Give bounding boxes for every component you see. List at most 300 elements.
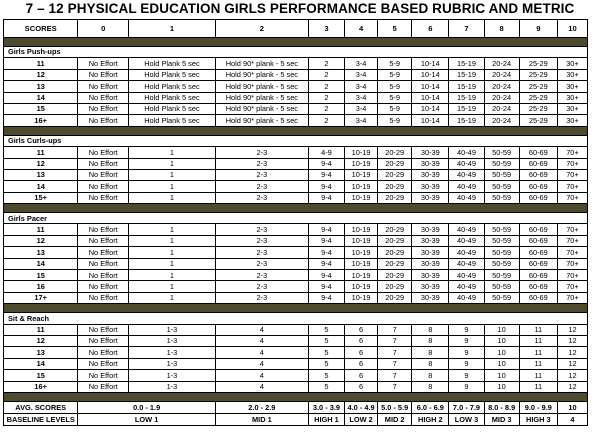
- score-cell: 9: [449, 358, 484, 369]
- score-cell: 1-3: [129, 347, 216, 358]
- score-cell: 60-69: [519, 270, 557, 281]
- score-cell: No Effort: [78, 235, 129, 246]
- score-cell: No Effort: [78, 224, 129, 235]
- section-header-fill: [129, 47, 588, 58]
- score-cell: 8: [412, 324, 449, 335]
- score-cell: 9-4: [308, 224, 344, 235]
- score-cell: 9: [449, 381, 484, 392]
- grade-label: 12: [4, 235, 78, 246]
- score-cell: Hold 90* plank - 5 sec: [215, 58, 308, 69]
- score-cell: 50-59: [484, 235, 519, 246]
- score-cell: 10-19: [345, 192, 378, 203]
- score-cell: 1: [129, 235, 216, 246]
- score-cell: 9-4: [308, 292, 344, 303]
- score-cell: 60-69: [519, 247, 557, 258]
- score-cell: No Effort: [78, 58, 129, 69]
- grade-label: 15+: [4, 192, 78, 203]
- score-cell: No Effort: [78, 192, 129, 203]
- score-cell: Hold 90* plank - 5 sec: [215, 92, 308, 103]
- section-header-fill: [129, 135, 588, 146]
- score-cell: 30+: [557, 115, 587, 126]
- score-cell: 50-59: [484, 247, 519, 258]
- rubric-table: [3, 19, 588, 426]
- score-cell: 20-24: [484, 103, 519, 114]
- grade-label: 13: [4, 81, 78, 92]
- table-row: [4, 92, 588, 103]
- score-cell: 10-14: [412, 81, 449, 92]
- score-cell: 60-69: [519, 158, 557, 169]
- score-cell: 2-3: [215, 270, 308, 281]
- header-cell: 3: [308, 20, 344, 38]
- score-cell: 4: [215, 335, 308, 346]
- score-cell: 10: [484, 347, 519, 358]
- score-cell: 6: [345, 381, 378, 392]
- score-cell: Hold 90* plank - 5 sec: [215, 103, 308, 114]
- score-cell: Hold Plank 5 sec: [129, 69, 216, 80]
- grade-label: 14: [4, 92, 78, 103]
- score-cell: 6: [345, 324, 378, 335]
- separator-bar: [4, 304, 588, 313]
- score-cell: 5: [308, 347, 344, 358]
- grade-label: 12: [4, 158, 78, 169]
- score-cell: 11: [519, 381, 557, 392]
- score-cell: 10-19: [345, 158, 378, 169]
- score-cell: No Effort: [78, 335, 129, 346]
- header-cell: 2: [215, 20, 308, 38]
- score-cell: 2-3: [215, 258, 308, 269]
- score-cell: Hold 90* plank - 5 sec: [215, 69, 308, 80]
- separator-bar: [4, 204, 588, 213]
- score-cell: 30-39: [412, 281, 449, 292]
- baseline-levels-label: BASELINE LEVELS: [4, 413, 78, 425]
- score-cell: 30-39: [412, 169, 449, 180]
- score-cell: 5-9: [378, 103, 412, 114]
- table-row: [4, 270, 588, 281]
- score-cell: 8: [412, 358, 449, 369]
- score-cell: 70+: [557, 292, 587, 303]
- score-cell: 10-14: [412, 58, 449, 69]
- avg-score-cell: 5.0 - 5.9: [378, 401, 412, 413]
- score-cell: No Effort: [78, 115, 129, 126]
- score-cell: 1: [129, 270, 216, 281]
- score-cell: 70+: [557, 235, 587, 246]
- score-cell: 50-59: [484, 270, 519, 281]
- score-cell: 10-19: [345, 235, 378, 246]
- score-cell: 40-49: [449, 192, 484, 203]
- score-cell: 2: [308, 103, 344, 114]
- score-cell: No Effort: [78, 169, 129, 180]
- table-row: [4, 347, 588, 358]
- score-cell: 1-3: [129, 324, 216, 335]
- header-cell: 9: [519, 20, 557, 38]
- score-cell: 7: [378, 324, 412, 335]
- score-cell: 10: [484, 370, 519, 381]
- score-cell: 6: [345, 347, 378, 358]
- score-cell: 1: [129, 292, 216, 303]
- avg-score-cell: 0.0 - 1.9: [78, 401, 215, 413]
- table-row: [4, 292, 588, 303]
- score-cell: No Effort: [78, 324, 129, 335]
- grade-label: 15: [4, 270, 78, 281]
- score-cell: 30-39: [412, 158, 449, 169]
- score-cell: 2-3: [215, 247, 308, 258]
- score-cell: 20-29: [378, 247, 412, 258]
- score-cell: 5: [308, 358, 344, 369]
- score-cell: 60-69: [519, 292, 557, 303]
- score-cell: 25-29: [519, 103, 557, 114]
- score-cell: 70+: [557, 258, 587, 269]
- baseline-level-cell: LOW 2: [345, 413, 378, 425]
- score-cell: 2: [308, 81, 344, 92]
- score-cell: 20-29: [378, 270, 412, 281]
- header-cell: 1: [129, 20, 216, 38]
- score-cell: 1-3: [129, 358, 216, 369]
- score-cell: 2: [308, 69, 344, 80]
- section-header-row: [4, 47, 588, 58]
- grade-label: 11: [4, 58, 78, 69]
- table-row: [4, 247, 588, 258]
- score-cell: 25-29: [519, 81, 557, 92]
- grade-label: 15: [4, 370, 78, 381]
- score-cell: 50-59: [484, 281, 519, 292]
- score-cell: 1: [129, 192, 216, 203]
- score-cell: 1: [129, 147, 216, 158]
- score-cell: 1: [129, 258, 216, 269]
- score-cell: 2: [308, 58, 344, 69]
- score-cell: 25-29: [519, 115, 557, 126]
- score-cell: 25-29: [519, 69, 557, 80]
- table-row: [4, 103, 588, 114]
- score-cell: 15-19: [449, 58, 484, 69]
- score-cell: 20-29: [378, 169, 412, 180]
- grade-label: 12: [4, 335, 78, 346]
- score-cell: 6: [345, 370, 378, 381]
- score-cell: 9-4: [308, 258, 344, 269]
- score-cell: 9-4: [308, 169, 344, 180]
- section-header-fill: [129, 213, 588, 224]
- table-row: [4, 258, 588, 269]
- header-cell: 10: [557, 20, 587, 38]
- table-row: [4, 115, 588, 126]
- score-cell: 8: [412, 347, 449, 358]
- score-cell: 4: [215, 324, 308, 335]
- score-cell: 15-19: [449, 69, 484, 80]
- score-cell: 11: [519, 335, 557, 346]
- separator-bar: [4, 126, 588, 135]
- score-cell: 20-29: [378, 181, 412, 192]
- table-row: [4, 169, 588, 180]
- score-cell: 30+: [557, 103, 587, 114]
- score-cell: 30-39: [412, 181, 449, 192]
- score-cell: 3-4: [345, 69, 378, 80]
- score-cell: 10-14: [412, 92, 449, 103]
- score-cell: 50-59: [484, 292, 519, 303]
- score-cell: 2-3: [215, 281, 308, 292]
- score-cell: 70+: [557, 281, 587, 292]
- section-title: Sit & Reach: [4, 313, 129, 324]
- score-cell: 2: [308, 115, 344, 126]
- score-cell: 1-3: [129, 370, 216, 381]
- score-cell: 6: [345, 358, 378, 369]
- grade-label: 14: [4, 358, 78, 369]
- score-cell: 25-29: [519, 92, 557, 103]
- table-row: [4, 181, 588, 192]
- score-cell: 12: [557, 381, 587, 392]
- score-cell: 20-29: [378, 224, 412, 235]
- section-title: Girls Push-ups: [4, 47, 129, 58]
- score-cell: 8: [412, 370, 449, 381]
- score-cell: 30+: [557, 58, 587, 69]
- header-cell: 8: [484, 20, 519, 38]
- score-cell: 4-9: [308, 147, 344, 158]
- score-cell: No Effort: [78, 270, 129, 281]
- score-cell: No Effort: [78, 281, 129, 292]
- score-cell: 20-29: [378, 147, 412, 158]
- score-cell: 15-19: [449, 103, 484, 114]
- score-cell: 11: [519, 347, 557, 358]
- baseline-level-cell: MID 2: [378, 413, 412, 425]
- score-cell: 30-39: [412, 258, 449, 269]
- score-cell: 9-4: [308, 192, 344, 203]
- score-cell: No Effort: [78, 370, 129, 381]
- score-cell: 70+: [557, 270, 587, 281]
- table-row: [4, 192, 588, 203]
- table-row: [4, 58, 588, 69]
- score-cell: 3-4: [345, 81, 378, 92]
- avg-scores-label: AVG. SCORES: [4, 401, 78, 413]
- score-cell: 7: [378, 347, 412, 358]
- score-cell: 50-59: [484, 258, 519, 269]
- score-cell: 60-69: [519, 181, 557, 192]
- score-cell: 30-39: [412, 192, 449, 203]
- score-cell: 10-19: [345, 247, 378, 258]
- score-cell: 2-3: [215, 147, 308, 158]
- grade-label: 13: [4, 347, 78, 358]
- score-cell: 6: [345, 335, 378, 346]
- score-cell: 11: [519, 358, 557, 369]
- score-cell: 10-19: [345, 181, 378, 192]
- avg-score-cell: 3.0 - 3.9: [308, 401, 344, 413]
- avg-score-cell: 6.0 - 6.9: [412, 401, 449, 413]
- baseline-level-cell: HIGH 3: [519, 413, 557, 425]
- score-cell: 1-3: [129, 381, 216, 392]
- score-cell: 50-59: [484, 169, 519, 180]
- baseline-level-cell: HIGH 1: [308, 413, 344, 425]
- score-cell: Hold 90* plank - 5 sec: [215, 81, 308, 92]
- score-cell: 40-49: [449, 158, 484, 169]
- table-row: [4, 224, 588, 235]
- score-cell: 3-4: [345, 58, 378, 69]
- score-cell: 10-19: [345, 292, 378, 303]
- score-cell: 40-49: [449, 147, 484, 158]
- table-row: [4, 324, 588, 335]
- grade-label: 12: [4, 69, 78, 80]
- score-cell: 15-19: [449, 92, 484, 103]
- table-row: [4, 81, 588, 92]
- score-cell: 4: [215, 370, 308, 381]
- score-cell: 60-69: [519, 169, 557, 180]
- score-cell: 10: [484, 335, 519, 346]
- score-cell: 3-4: [345, 103, 378, 114]
- score-cell: 9: [449, 335, 484, 346]
- score-cell: No Effort: [78, 347, 129, 358]
- score-cell: 40-49: [449, 235, 484, 246]
- avg-score-cell: 8.0 - 8.9: [484, 401, 519, 413]
- score-cell: No Effort: [78, 103, 129, 114]
- score-cell: No Effort: [78, 181, 129, 192]
- table-row: [4, 370, 588, 381]
- score-cell: 30+: [557, 69, 587, 80]
- score-cell: No Effort: [78, 247, 129, 258]
- score-cell: 30-39: [412, 292, 449, 303]
- baseline-level-cell: 4: [557, 413, 587, 425]
- score-cell: No Effort: [78, 358, 129, 369]
- section-title: Girls Pacer: [4, 213, 129, 224]
- grade-label: 11: [4, 224, 78, 235]
- score-cell: 30-39: [412, 147, 449, 158]
- score-cell: 50-59: [484, 158, 519, 169]
- score-cell: No Effort: [78, 81, 129, 92]
- table-row: [4, 335, 588, 346]
- score-cell: 3-4: [345, 92, 378, 103]
- score-cell: 12: [557, 335, 587, 346]
- score-cell: 40-49: [449, 247, 484, 258]
- score-cell: 70+: [557, 224, 587, 235]
- score-cell: 60-69: [519, 281, 557, 292]
- grade-label: 14: [4, 258, 78, 269]
- score-cell: No Effort: [78, 69, 129, 80]
- score-cell: 20-24: [484, 92, 519, 103]
- score-cell: No Effort: [78, 381, 129, 392]
- score-cell: 10: [484, 358, 519, 369]
- table-row: [4, 358, 588, 369]
- grade-label: 16+: [4, 381, 78, 392]
- score-cell: 9-4: [308, 158, 344, 169]
- score-cell: No Effort: [78, 158, 129, 169]
- score-cell: 9: [449, 370, 484, 381]
- table-row: [4, 69, 588, 80]
- score-cell: Hold 90* plank - 5 sec: [215, 115, 308, 126]
- score-cell: 5-9: [378, 92, 412, 103]
- score-cell: 30-39: [412, 247, 449, 258]
- score-cell: 50-59: [484, 181, 519, 192]
- section-separator: [4, 38, 588, 47]
- score-cell: 9-4: [308, 281, 344, 292]
- score-cell: 70+: [557, 247, 587, 258]
- score-cell: 20-29: [378, 158, 412, 169]
- grade-label: 14: [4, 181, 78, 192]
- score-cell: 70+: [557, 169, 587, 180]
- baseline-levels-row: [4, 413, 588, 425]
- score-cell: 10-14: [412, 103, 449, 114]
- score-cell: 10-19: [345, 224, 378, 235]
- avg-score-cell: 10: [557, 401, 587, 413]
- score-cell: 15-19: [449, 115, 484, 126]
- score-cell: 70+: [557, 192, 587, 203]
- score-cell: 20-29: [378, 192, 412, 203]
- page-title: 7 – 12 PHYSICAL EDUCATION GIRLS PERFORMANCE BASED RUBRIC AND METRIC: [25, 1, 575, 16]
- score-cell: 60-69: [519, 258, 557, 269]
- header-cell: 0: [78, 20, 129, 38]
- score-cell: 1: [129, 169, 216, 180]
- score-cell: 30-39: [412, 270, 449, 281]
- score-cell: 4: [215, 381, 308, 392]
- score-cell: 5-9: [378, 115, 412, 126]
- score-cell: 30+: [557, 81, 587, 92]
- score-cell: 15-19: [449, 81, 484, 92]
- score-cell: 12: [557, 347, 587, 358]
- score-cell: No Effort: [78, 292, 129, 303]
- grade-label: 13: [4, 247, 78, 258]
- grade-label: 15: [4, 103, 78, 114]
- avg-score-cell: 7.0 - 7.9: [449, 401, 484, 413]
- baseline-level-cell: HIGH 2: [412, 413, 449, 425]
- grade-label: 13: [4, 169, 78, 180]
- score-cell: 9-4: [308, 235, 344, 246]
- score-cell: 2-3: [215, 169, 308, 180]
- table-row: [4, 147, 588, 158]
- score-cell: No Effort: [78, 147, 129, 158]
- section-separator: [4, 304, 588, 313]
- score-cell: 20-29: [378, 235, 412, 246]
- score-cell: 25-29: [519, 58, 557, 69]
- score-cell: 1: [129, 181, 216, 192]
- score-cell: 7: [378, 381, 412, 392]
- score-cell: 4: [215, 358, 308, 369]
- avg-score-cell: 2.0 - 2.9: [215, 401, 308, 413]
- header-cell: 7: [449, 20, 484, 38]
- grade-label: 16: [4, 281, 78, 292]
- score-cell: 12: [557, 358, 587, 369]
- score-cell: 5-9: [378, 58, 412, 69]
- score-cell: 10-19: [345, 258, 378, 269]
- score-cell: 20-24: [484, 58, 519, 69]
- score-cell: 9: [449, 324, 484, 335]
- separator-bar: [4, 38, 588, 47]
- score-cell: No Effort: [78, 258, 129, 269]
- score-cell: 7: [378, 370, 412, 381]
- section-title: Girls Curls-ups: [4, 135, 129, 146]
- score-cell: 50-59: [484, 192, 519, 203]
- score-cell: 20-24: [484, 115, 519, 126]
- header-cell: SCORES: [4, 20, 78, 38]
- score-cell: 5-9: [378, 69, 412, 80]
- score-cell: 30-39: [412, 235, 449, 246]
- score-cell: 10-19: [345, 169, 378, 180]
- separator-bar: [4, 392, 588, 401]
- section-separator: [4, 126, 588, 135]
- score-cell: 8: [412, 381, 449, 392]
- score-cell: 1: [129, 158, 216, 169]
- score-cell: 2-3: [215, 181, 308, 192]
- rubric-body: [4, 38, 588, 402]
- score-cell: Hold Plank 5 sec: [129, 103, 216, 114]
- score-cell: 10-19: [345, 270, 378, 281]
- score-cell: 10-14: [412, 115, 449, 126]
- score-cell: 20-29: [378, 258, 412, 269]
- score-cell: 40-49: [449, 181, 484, 192]
- score-cell: 11: [519, 370, 557, 381]
- section-header-row: [4, 135, 588, 146]
- score-cell: 2: [308, 92, 344, 103]
- score-cell: 11: [519, 324, 557, 335]
- score-cell: 5: [308, 335, 344, 346]
- score-cell: 4: [215, 347, 308, 358]
- score-cell: 30-39: [412, 224, 449, 235]
- grade-label: 16+: [4, 115, 78, 126]
- score-cell: Hold Plank 5 sec: [129, 115, 216, 126]
- score-cell: 70+: [557, 158, 587, 169]
